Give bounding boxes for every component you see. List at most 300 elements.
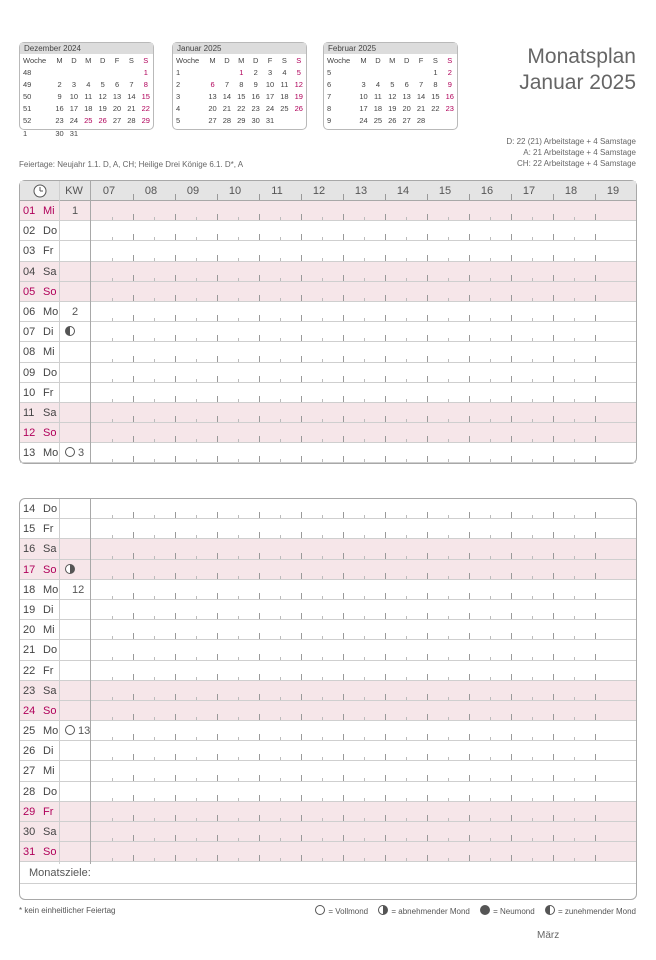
hour-tick [343, 855, 344, 861]
hour-tick [301, 795, 302, 801]
day-row[interactable] [20, 363, 636, 383]
hour-tick [511, 754, 512, 760]
half-hour-tick [364, 677, 365, 680]
day-row[interactable] [20, 383, 636, 403]
half-hour-tick [154, 359, 155, 362]
hour-tick [217, 214, 218, 220]
hour-tick [133, 376, 134, 382]
half-hour-tick [406, 576, 407, 579]
half-hour-tick [154, 778, 155, 781]
hour-tick [175, 815, 176, 821]
half-hour-tick [154, 616, 155, 619]
half-hour-tick [154, 298, 155, 301]
hour-tick [175, 416, 176, 422]
hour-tick [427, 416, 428, 422]
weekday: So [43, 704, 57, 717]
half-hour-tick [154, 419, 155, 422]
half-hour-tick [280, 439, 281, 442]
hour-tick [259, 295, 260, 301]
half-hour-tick [364, 278, 365, 281]
half-hour-tick [532, 237, 533, 240]
mini-calendar-day: 17 [69, 104, 79, 114]
hour-tick [469, 815, 470, 821]
weekday: Do [43, 644, 58, 657]
half-hour-tick [448, 515, 449, 518]
half-hour-tick [322, 298, 323, 301]
half-hour-tick [406, 379, 407, 382]
day-number: 21 [23, 644, 36, 657]
hour-tick [343, 835, 344, 841]
half-hour-tick [448, 399, 449, 402]
hour-tick [595, 512, 596, 518]
hour-tick [553, 512, 554, 518]
mini-calendar-day [205, 66, 219, 78]
half-hour-tick [448, 677, 449, 680]
hour-tick [133, 775, 134, 781]
mini-calendar-day: 1 [433, 67, 438, 77]
hour-tick [301, 674, 302, 680]
title-line-1: Monatsplan [527, 45, 636, 68]
hour-tick [175, 335, 176, 341]
half-hour-tick [364, 258, 365, 261]
hour-tick [133, 855, 134, 861]
hour-tick [427, 234, 428, 240]
weekday: Do [43, 366, 58, 379]
hour-tick [217, 255, 218, 261]
day-row[interactable] [20, 282, 636, 302]
half-hour-tick [532, 399, 533, 402]
half-hour-tick [406, 677, 407, 680]
day-number: 13 [23, 447, 36, 460]
hour-tick [595, 714, 596, 720]
mini-calendar-week: 1 [23, 128, 28, 138]
mini-calendar-day: 8 [433, 79, 438, 89]
half-hour-tick [406, 439, 407, 442]
hour-tick [553, 335, 554, 341]
hour-tick [175, 714, 176, 720]
weekday: Fr [43, 386, 54, 399]
hour-tick [175, 315, 176, 321]
hour-tick [259, 754, 260, 760]
half-hour-tick [154, 318, 155, 321]
hour-tick [217, 795, 218, 801]
half-hour-tick [280, 616, 281, 619]
half-hour-tick [322, 556, 323, 559]
goals-label: Monatsziele: [29, 867, 91, 880]
mini-calendar-day: 14 [222, 91, 232, 101]
weekday: Sa [43, 826, 57, 838]
hour-tick [469, 214, 470, 220]
half-hour-tick [364, 717, 365, 720]
hour-tick [301, 456, 302, 462]
mini-calendar-day: 14 [416, 91, 426, 101]
hour-tick [385, 376, 386, 382]
half-hour-tick [280, 818, 281, 821]
half-hour-tick [490, 359, 491, 362]
half-hour-tick [112, 237, 113, 240]
mini-calendar-day: 19 [98, 104, 107, 114]
hour-tick [343, 633, 344, 639]
hour-tick [175, 553, 176, 559]
day-number: 02 [23, 225, 36, 238]
mini-calendar-week: 50 [23, 91, 32, 101]
day-number: 22 [23, 664, 36, 677]
hour-tick [469, 315, 470, 321]
hour-tick [217, 456, 218, 462]
mini-calendar-week: 7 [327, 91, 332, 101]
mini-calendar-day [95, 66, 109, 78]
half-hour-tick [490, 419, 491, 422]
mini-calendar-day: 20 [112, 104, 122, 114]
hour-tick [217, 295, 218, 301]
hour-tick [469, 573, 470, 579]
weekday: Mi [43, 624, 55, 637]
half-hour-tick [154, 379, 155, 382]
hour-tick [385, 356, 386, 362]
half-hour-tick [280, 298, 281, 301]
mini-calendar-day [371, 66, 385, 78]
hour-tick [553, 456, 554, 462]
hour-tick [133, 396, 134, 402]
half-hour-tick [364, 318, 365, 321]
half-hour-tick [154, 798, 155, 801]
hour-tick [343, 674, 344, 680]
hour-label: 15 [438, 185, 452, 197]
hour-tick [427, 714, 428, 720]
half-hour-tick [364, 737, 365, 740]
mini-calendar-day: 23 [251, 104, 260, 114]
hour-tick [259, 775, 260, 781]
hour-tick [511, 694, 512, 700]
mini-calendar-day: 11 [374, 91, 382, 101]
half-hour-tick [448, 757, 449, 760]
day-number: 28 [23, 785, 36, 798]
half-hour-tick [448, 459, 449, 462]
hour-tick [175, 795, 176, 801]
hour-tick [511, 734, 512, 740]
half-hour-tick [406, 838, 407, 841]
half-hour-tick [280, 778, 281, 781]
hour-label: 08 [144, 185, 158, 197]
day-row[interactable] [20, 620, 636, 640]
hour-tick [259, 396, 260, 402]
day-row[interactable] [20, 342, 636, 362]
hour-tick [553, 855, 554, 861]
mini-calendar-day: 30 [55, 128, 64, 138]
hour-tick [133, 613, 134, 619]
half-hour-tick [196, 717, 197, 720]
mini-calendar-day [428, 115, 442, 127]
planner-block-1 [19, 180, 637, 464]
mini-calendar-weekday: D [375, 56, 381, 65]
half-hour-tick [238, 778, 239, 781]
divider [59, 181, 60, 463]
mini-calendar-day: 3 [361, 79, 366, 89]
hour-label: 16 [480, 185, 494, 197]
moon-phase-icon [65, 564, 75, 574]
hour-tick [343, 194, 344, 200]
half-hour-tick [532, 757, 533, 760]
day-row[interactable] [20, 580, 636, 600]
mini-calendar-weekday: M [56, 56, 63, 65]
day-row[interactable] [20, 761, 636, 781]
legend-waxing: = zunehmender Mond [557, 907, 636, 916]
half-hour-tick [448, 419, 449, 422]
half-hour-tick [406, 298, 407, 301]
day-row[interactable] [20, 741, 636, 761]
mini-calendar-day: 13 [208, 91, 217, 101]
half-hour-tick [364, 298, 365, 301]
hour-tick [217, 815, 218, 821]
half-hour-tick [196, 459, 197, 462]
half-hour-tick [406, 737, 407, 740]
day-row[interactable] [20, 661, 636, 681]
mini-calendar-week: 48 [23, 67, 32, 77]
day-number: 08 [23, 346, 36, 359]
half-hour-tick [280, 359, 281, 362]
hour-tick [553, 674, 554, 680]
half-hour-tick [196, 556, 197, 559]
mini-calendar-day: 16 [55, 104, 64, 114]
half-hour-tick [364, 515, 365, 518]
hour-tick [217, 416, 218, 422]
hour-tick [175, 855, 176, 861]
day-number: 20 [23, 624, 36, 637]
half-hour-tick [406, 636, 407, 639]
day-row[interactable] [20, 721, 636, 741]
half-hour-tick [238, 237, 239, 240]
half-hour-tick [280, 419, 281, 422]
hour-tick [301, 835, 302, 841]
hour-tick [595, 654, 596, 660]
half-hour-tick [322, 737, 323, 740]
half-hour-tick [112, 596, 113, 599]
half-hour-tick [532, 359, 533, 362]
mini-calendar-day: 1 [143, 67, 148, 77]
day-row[interactable] [20, 681, 636, 701]
hour-tick [133, 795, 134, 801]
hour-tick [595, 593, 596, 599]
hour-tick [259, 416, 260, 422]
day-row[interactable] [20, 499, 636, 519]
half-hour-tick [112, 818, 113, 821]
hour-label: 10 [228, 185, 242, 197]
hour-tick [259, 275, 260, 281]
day-row[interactable] [20, 322, 636, 342]
half-hour-tick [532, 379, 533, 382]
mini-calendar-weekday: Woche [176, 56, 200, 65]
hour-tick [427, 815, 428, 821]
hour-tick [511, 456, 512, 462]
mini-calendar-weekday: Woche [327, 56, 351, 65]
half-hour-tick [280, 379, 281, 382]
half-hour-tick [280, 697, 281, 700]
day-number: 10 [23, 386, 36, 399]
day-row[interactable] [20, 822, 636, 842]
half-hour-tick [532, 515, 533, 518]
day-number: 29 [23, 805, 36, 818]
half-hour-tick [112, 838, 113, 841]
weekday: Sa [43, 543, 57, 556]
half-hour-tick [112, 616, 113, 619]
hour-tick [259, 532, 260, 538]
mini-calendar-day: 27 [112, 116, 122, 126]
half-hour-tick [406, 535, 407, 538]
weekday: So [43, 846, 57, 859]
day-row[interactable] [20, 241, 636, 261]
half-hour-tick [406, 338, 407, 341]
half-hour-tick [448, 278, 449, 281]
hour-tick [301, 396, 302, 402]
hour-tick [553, 573, 554, 579]
half-hour-tick [574, 616, 575, 619]
half-hour-tick [490, 737, 491, 740]
hour-tick [427, 593, 428, 599]
mini-calendar-week: 6 [327, 79, 332, 89]
hour-tick [595, 376, 596, 382]
day-row[interactable] [20, 842, 636, 862]
day-row[interactable] [20, 403, 636, 423]
day-row[interactable] [20, 701, 636, 721]
day-row[interactable] [20, 302, 636, 322]
hour-tick [469, 674, 470, 680]
hour-tick [301, 356, 302, 362]
mini-calendar-week: 5 [327, 67, 332, 77]
hour-tick [343, 613, 344, 619]
mini-calendar-weekday: M [389, 56, 396, 65]
mini-calendar-day: 2 [447, 67, 452, 77]
mini-calendar-day: 20 [402, 104, 411, 114]
legend-new: = Neumond [493, 907, 535, 916]
half-hour-tick [238, 657, 239, 660]
half-hour-tick [196, 515, 197, 518]
hour-tick [133, 214, 134, 220]
half-hour-tick [112, 278, 113, 281]
hour-tick [133, 416, 134, 422]
hour-tick [595, 734, 596, 740]
hour-tick [343, 734, 344, 740]
hour-tick [259, 376, 260, 382]
hour-tick [469, 396, 470, 402]
half-hour-tick [406, 419, 407, 422]
divider [59, 499, 60, 864]
half-hour-tick [196, 737, 197, 740]
day-row[interactable] [20, 802, 636, 822]
day-row[interactable] [20, 539, 636, 559]
day-number: 09 [23, 366, 36, 379]
hour-tick [595, 335, 596, 341]
day-row[interactable] [20, 262, 636, 282]
half-hour-tick [448, 697, 449, 700]
hour-tick [469, 654, 470, 660]
day-row[interactable] [20, 423, 636, 443]
weekday: Sa [43, 684, 57, 697]
half-hour-tick [574, 576, 575, 579]
half-hour-tick [448, 576, 449, 579]
hour-tick [385, 295, 386, 301]
day-row[interactable] [20, 519, 636, 539]
half-hour-tick [448, 217, 449, 220]
half-hour-tick [238, 419, 239, 422]
count-ch: CH: 22 Arbeitstage + 4 Samstage [517, 159, 636, 168]
hour-tick [259, 633, 260, 639]
hour-tick [175, 573, 176, 579]
half-hour-tick [364, 439, 365, 442]
week-number-text: 12 [72, 583, 85, 596]
hour-tick [133, 335, 134, 341]
half-hour-tick [154, 439, 155, 442]
mini-calendar-day [385, 66, 399, 78]
hour-tick [385, 835, 386, 841]
half-hour-tick [154, 677, 155, 680]
hour-tick [217, 315, 218, 321]
half-hour-tick [406, 717, 407, 720]
weekday: Mo [43, 305, 59, 318]
day-number: 01 [23, 205, 36, 217]
mini-calendar-day: 15 [141, 91, 150, 101]
half-hour-tick [154, 858, 155, 861]
day-row[interactable] [20, 221, 636, 241]
half-hour-tick [364, 379, 365, 382]
mini-calendar-day: 21 [222, 104, 232, 114]
hour-tick [511, 714, 512, 720]
legend-full: = Vollmond [328, 907, 369, 916]
mini-calendar-weekday: Woche [23, 56, 47, 65]
day-row[interactable] [20, 782, 636, 802]
mini-calendar-day [124, 127, 138, 139]
hour-tick [595, 835, 596, 841]
moon-phase-icon [65, 326, 75, 336]
hour-tick [553, 532, 554, 538]
week-number-text: 13 [78, 725, 91, 738]
hour-tick [259, 436, 260, 442]
hour-tick [427, 674, 428, 680]
hour-tick [427, 613, 428, 619]
hour-tick [511, 815, 512, 821]
moon-legend [307, 905, 636, 916]
hour-tick [133, 512, 134, 518]
half-hour-tick [490, 616, 491, 619]
half-hour-tick [280, 677, 281, 680]
mini-calendar-day: 11 [84, 91, 93, 101]
hour-tick [301, 234, 302, 240]
hour-tick [511, 553, 512, 559]
half-hour-tick [574, 359, 575, 362]
mini-calendar-day: 24 [265, 104, 275, 114]
hour-tick [595, 815, 596, 821]
half-hour-tick [322, 379, 323, 382]
hour-tick [301, 613, 302, 619]
hour-tick [217, 674, 218, 680]
goals-row[interactable] [20, 862, 636, 884]
week-number-text: 2 [72, 305, 79, 318]
day-row[interactable] [20, 560, 636, 580]
half-hour-tick [574, 657, 575, 660]
hour-tick [511, 795, 512, 801]
hour-tick [553, 553, 554, 559]
day-row[interactable] [20, 600, 636, 620]
day-row[interactable] [20, 201, 636, 221]
hour-tick [595, 275, 596, 281]
hour-tick [511, 654, 512, 660]
day-row[interactable] [20, 443, 636, 463]
hour-tick [133, 356, 134, 362]
half-hour-tick [532, 556, 533, 559]
hour-tick [385, 815, 386, 821]
hour-tick [385, 754, 386, 760]
day-row[interactable] [20, 640, 636, 660]
hour-tick [175, 613, 176, 619]
